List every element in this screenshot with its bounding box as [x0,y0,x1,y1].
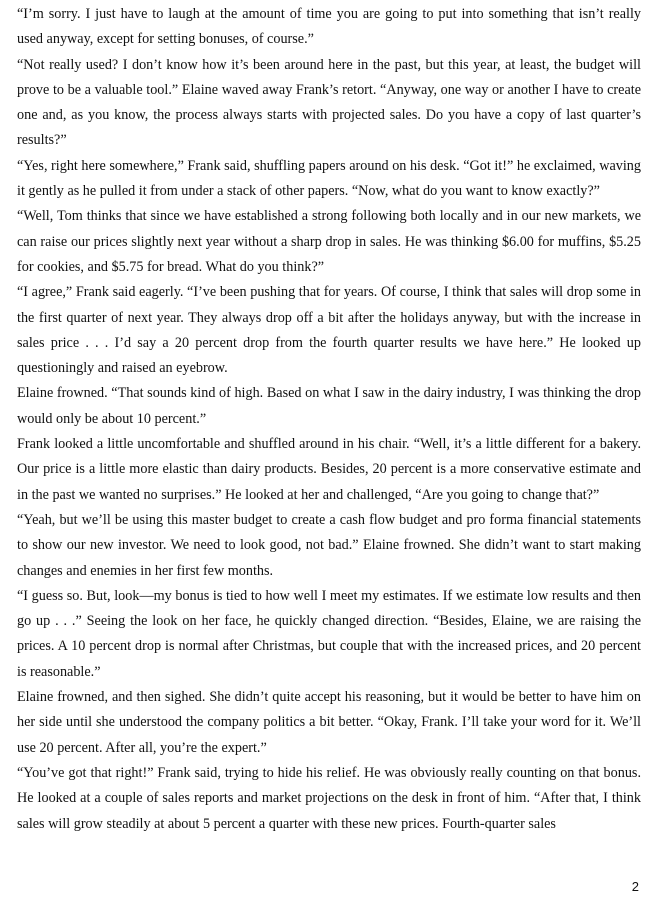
paragraph: “I agree,” Frank said eagerly. “I’ve been pushing that for years. Of course, I think that sales will drop some in the first quarter of next year. They always drop off a bit after the holidays anyway, but with the increase in sales price . . . I’d say a 20 percent drop from the fourth quarter results we have here.” He looked up questioningly and raised an eyebrow. [17,284,641,377]
paragraph: Elaine frowned, and then sighed. She didn’t quite accept his reasoning, but it would be better to have him on her side until she understood the company politics a bit better. “Okay, Frank. I’ll take your word for it. We’ll use 20 percent. After all, you’re the expert.” [17,689,641,756]
paragraph: “I’m sorry. I just have to laugh at the amount of time you are going to put into something that isn’t really used anyway, except for setting bonuses, of course.” [17,6,641,48]
paragraph: “You’ve got that right!” Frank said, trying to hide his relief. He was obviously really counting on that bonus. He looked at a couple of sales reports and market projections on the desk in front of him. “After that, I think sales will grow steadily at about 5 percent a quarter with these new prices. Fourth-quarter sales [17,764,641,832]
page-number: 2 [631,879,639,894]
paragraph: “Yes, right here somewhere,” Frank said, shuffling papers around on his desk. “Got it!” he exclaimed, waving it gently as he pulled it from under a stack of other papers. “Now, what do you want to know exactly?” [17,157,641,200]
paragraph: “Not really used? I don’t know how it’s been around here in the past, but this year, at least, the budget will prove to be a valuable tool.” Elaine waved away Frank’s retort. “Anyway, one way or another I have to create one and, as you know, the process always starts with projected sales. Do you have a copy of last quarter’s results?” [17,56,641,149]
document-page [17,2,641,837]
paragraph: Elaine frowned. “That sounds kind of high. Based on what I saw in the dairy industry, I was thinking the drop would only be about 10 percent.” [17,385,641,427]
paragraph: “I guess so. But, look—my bonus is tied to how well I meet my estimates. If we estimate low results and then go up . . .” Seeing the look on her face, he quickly changed direction. “Besides, Elaine, we are raising the prices. A 10 percent drop is normal after Christmas, but couple that with the increased prices, and 20 percent is reasonable.” [17,587,641,680]
paragraph: Frank looked a little uncomfortable and shuffled around in his chair. “Well, it’s a little different for a bakery. Our price is a little more elastic than dairy products. Besides, 20 percent is a more conservative estimate and in the past we wanted no surprises.” He looked at her and challenged, “Are you going to change that?” [17,436,641,503]
paragraph: “Well, Tom thinks that since we have established a strong following both locally and in our new markets, we can raise our prices slightly next year without a sharp drop in sales. He was thinking $6.00 for muffins, $5.25 for cookies, and $5.75 for bread. What do you think?” [17,208,641,275]
paragraph: “Yeah, but we’ll be using this master budget to create a cash flow budget and pro forma financial statements to show our new investor. We need to look good, not bad.” Elaine frowned. She didn’t want to start making changes and enemies in her first few months. [17,511,641,579]
